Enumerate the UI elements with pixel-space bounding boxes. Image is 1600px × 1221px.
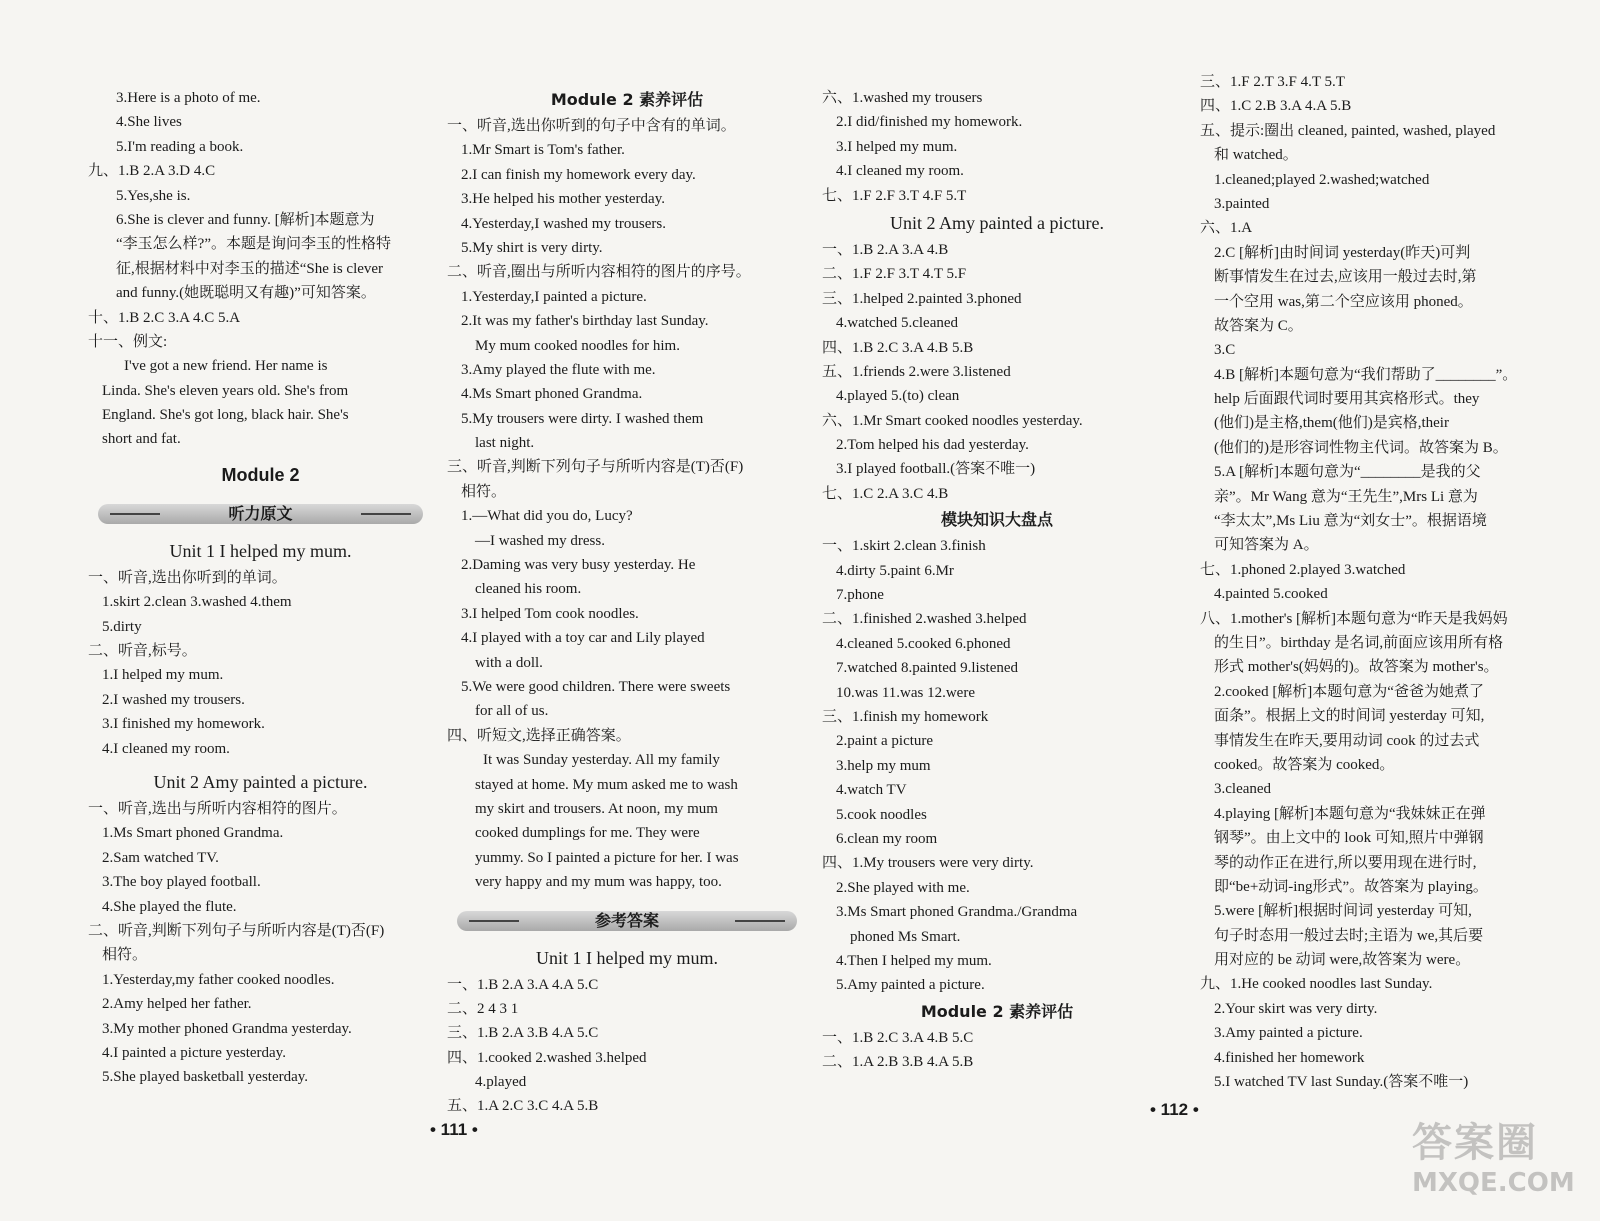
text-line: 4.cleaned 5.cooked 6.phoned bbox=[836, 635, 1011, 652]
text-line: 十、1.B 2.C 3.A 4.C 5.A bbox=[88, 309, 241, 326]
text-line: 2.I did/finished my homework. bbox=[836, 114, 1023, 131]
text-line: England. She's got long, black hair. She's bbox=[102, 407, 349, 424]
col1-unit1-lines bbox=[88, 566, 433, 761]
text-line: 5.I'm reading a book. bbox=[116, 138, 244, 155]
text-line: 2.Your skirt was very dirty. bbox=[1214, 1000, 1378, 1017]
text-line: 2.I can finish my homework every day. bbox=[461, 166, 696, 183]
text-line: 二、听音,判断下列句子与所听内容是(T)否(F) bbox=[88, 922, 385, 939]
col1-lines bbox=[88, 86, 433, 452]
text-line: 四、1.cooked 2.washed 3.helped bbox=[447, 1049, 647, 1066]
text-line: 一、1.B 2.A 3.A 4.A 5.C bbox=[447, 976, 599, 993]
text-line: 相符。 bbox=[461, 483, 507, 500]
text-line: It was Sunday yesterday. All my family bbox=[483, 752, 720, 769]
text-line: 七、1.C 2.A 3.C 4.B bbox=[822, 485, 949, 502]
assessment-heading: Module 2 素养评估 bbox=[550, 90, 704, 109]
text-line: 1.I helped my mum. bbox=[102, 667, 224, 684]
col4-lines bbox=[1200, 70, 1570, 1094]
text-line: 7.phone bbox=[836, 587, 884, 604]
text-line: 四、1.My trousers were very dirty. bbox=[822, 855, 1034, 872]
text-line: 五、1.A 2.C 3.C 4.A 5.B bbox=[447, 1098, 599, 1115]
text-line: 5.Amy painted a picture. bbox=[836, 977, 985, 994]
text-line: 4.I played with a toy car and Lily played bbox=[461, 630, 705, 647]
text-line: 3.I helped Tom cook noodles. bbox=[461, 605, 639, 622]
module-heading: Module 2 bbox=[221, 464, 300, 485]
text-line: 4.I painted a picture yesterday. bbox=[102, 1044, 286, 1061]
column-3 bbox=[822, 86, 1172, 1074]
text-line: 2.Amy helped her father. bbox=[102, 996, 252, 1013]
text-line: 5.We were good children. There were sweets bbox=[461, 678, 731, 695]
text-line: 5.My trousers were dirty. I washed them bbox=[461, 410, 704, 427]
text-line: 4.She lives bbox=[116, 114, 182, 131]
watermark-title: 答案圈 bbox=[1412, 1120, 1538, 1166]
text-line: 一、1.skirt 2.clean 3.finish bbox=[822, 538, 986, 555]
unit1-heading: Unit 1 I helped my mum. bbox=[169, 540, 352, 561]
text-line: 3.cleaned bbox=[1214, 781, 1272, 798]
text-line: 八、1.mother's [解析]本题句意为“昨天是我妈妈 bbox=[1200, 610, 1508, 627]
text-line: —I washed my dress. bbox=[475, 532, 605, 549]
text-line: 3.painted bbox=[1214, 195, 1270, 212]
text-line: Linda. She's eleven years old. She's from bbox=[102, 382, 349, 399]
text-line: 一、听音,选出你听到的句子中含有的单词。 bbox=[447, 118, 736, 134]
col2-answer-lines bbox=[447, 973, 807, 1119]
column-1 bbox=[88, 86, 433, 1090]
text-line: 六、1.A bbox=[1200, 220, 1253, 237]
text-line: 2.Tom helped his dad yesterday. bbox=[836, 437, 1029, 454]
text-line: 九、1.He cooked noodles last Sunday. bbox=[1200, 976, 1433, 993]
text-line: 二、2 4 3 1 bbox=[447, 1000, 519, 1017]
text-line: 一、1.B 2.C 3.A 4.B 5.C bbox=[822, 1029, 974, 1046]
text-line: cooked dumplings for me. They were bbox=[475, 825, 700, 842]
unit2-answers-heading: Unit 2 Amy painted a picture. bbox=[890, 212, 1104, 233]
text-line: 4.playing [解析]本题句意为“我妹妹正在弹 bbox=[1214, 805, 1486, 822]
text-line: 4.Ms Smart phoned Grandma. bbox=[461, 386, 643, 403]
page-number-right: • 112 • bbox=[1150, 1100, 1199, 1119]
text-line: 4.Yesterday,I washed my trousers. bbox=[461, 215, 666, 232]
text-line: “李玉怎么样?”。本题是询问李玉的性格特 bbox=[116, 236, 391, 253]
text-line: 二、听音,标号。 bbox=[88, 643, 197, 660]
text-line: 三、1.helped 2.painted 3.phoned bbox=[822, 290, 1022, 307]
text-line: 1.Mr Smart is Tom's father. bbox=[461, 142, 625, 159]
col3-assessment-lines bbox=[822, 1026, 1172, 1075]
col3-lines bbox=[822, 86, 1172, 208]
text-line: (他们)是主格,them(他们)是宾格,their bbox=[1214, 415, 1449, 432]
text-line: 3.help my mum bbox=[836, 757, 931, 774]
text-line: 4.painted 5.cooked bbox=[1214, 586, 1328, 603]
text-line: 3.Amy played the flute with me. bbox=[461, 361, 656, 378]
text-line: 十一、例文: bbox=[88, 333, 168, 350]
text-line: 四、1.B 2.C 3.A 4.B 5.B bbox=[822, 339, 974, 356]
text-line: 5.Yes,she is. bbox=[116, 187, 191, 204]
text-line: 断事情发生在过去,应该用一般过去时,第 bbox=[1214, 269, 1477, 286]
text-line: 七、1.F 2.F 3.T 4.F 5.T bbox=[822, 187, 967, 204]
text-line: 2.paint a picture bbox=[836, 733, 934, 750]
text-line: 10.was 11.was 12.were bbox=[836, 684, 975, 701]
text-line: 5.cook noodles bbox=[836, 806, 927, 823]
text-line: last night. bbox=[475, 435, 535, 452]
text-line: 3.I helped my mum. bbox=[836, 138, 958, 155]
text-line: yummy. So I painted a picture for her. I was bbox=[475, 849, 739, 866]
text-line: my skirt and trousers. At noon, my mum bbox=[475, 800, 718, 817]
text-line: 5.She played basketball yesterday. bbox=[102, 1069, 309, 1086]
text-line: 三、1.B 2.A 3.B 4.A 5.C bbox=[447, 1025, 599, 1042]
text-line: 即“be+动词-ing形式”。故答案为 playing。 bbox=[1214, 878, 1488, 895]
text-line: 1.—What did you do, Lucy? bbox=[461, 508, 633, 525]
text-line: 三、1.F 2.T 3.F 4.T 5.T bbox=[1200, 74, 1345, 90]
text-line: 3.Here is a photo of me. bbox=[116, 90, 261, 106]
col2-lines bbox=[447, 114, 807, 895]
banner-label: 参考答案 bbox=[594, 910, 659, 930]
text-line: 一、听音,选出你听到的单词。 bbox=[88, 569, 287, 586]
text-line: 事情发生在昨天,要用动词 cook 的过去式 bbox=[1214, 732, 1480, 749]
col3-unit2-lines bbox=[822, 238, 1172, 506]
text-line: 用对应的 be 动词 were,故答案为 were。 bbox=[1214, 952, 1471, 969]
page-number-left: • 111 • bbox=[430, 1120, 478, 1139]
text-line: 6.clean my room bbox=[836, 830, 938, 847]
text-line: I've got a new friend. Her name is bbox=[124, 358, 328, 375]
watermark-url: MXQE.COM bbox=[1412, 1168, 1575, 1198]
text-line: 7.watched 8.painted 9.listened bbox=[836, 660, 1019, 677]
text-line: cooked。故答案为 cooked。 bbox=[1214, 756, 1395, 773]
text-line: 5.My shirt is very dirty. bbox=[461, 239, 603, 256]
text-line: 相符。 bbox=[102, 947, 148, 964]
text-line: 3.My mother phoned Grandma yesterday. bbox=[102, 1020, 352, 1037]
text-line: 三、1.finish my homework bbox=[822, 708, 989, 725]
text-line: 一、听音,选出与所听内容相符的图片。 bbox=[88, 800, 347, 817]
text-line: and funny.(她既聪明又有趣)”可知答案。 bbox=[116, 285, 376, 302]
col3-knowledge-lines bbox=[822, 534, 1172, 997]
text-line: 4.I cleaned my room. bbox=[102, 740, 230, 757]
text-line: stayed at home. My mum asked me to wash bbox=[475, 776, 738, 793]
column-2 bbox=[447, 86, 807, 1119]
text-line: 九、1.B 2.A 3.D 4.C bbox=[88, 163, 216, 180]
text-line: 一、1.B 2.A 3.A 4.B bbox=[822, 241, 949, 258]
text-line: 2.I washed my trousers. bbox=[102, 691, 245, 708]
text-line: 4.Then I helped my mum. bbox=[836, 952, 992, 969]
watermark-logo bbox=[1412, 1111, 1575, 1203]
text-line: 4.played 5.(to) clean bbox=[836, 388, 960, 405]
text-line: 1.cleaned;played 2.washed;watched bbox=[1214, 171, 1430, 188]
text-line: 3.Ms Smart phoned Grandma./Grandma bbox=[836, 904, 1078, 921]
text-line: 和 watched。 bbox=[1214, 147, 1298, 164]
text-line: 1.Yesterday,my father cooked noodles. bbox=[102, 971, 335, 988]
text-line: 可知答案为 A。 bbox=[1214, 537, 1319, 554]
text-line: My mum cooked noodles for him. bbox=[475, 337, 680, 354]
text-line: 二、1.A 2.B 3.B 4.A 5.B bbox=[822, 1054, 974, 1071]
text-line: 四、1.C 2.B 3.A 4.A 5.B bbox=[1200, 98, 1352, 115]
text-line: 2.cooked [解析]本题句意为“爸爸为她煮了 bbox=[1214, 683, 1484, 700]
text-line: 2.Daming was very busy yesterday. He bbox=[461, 557, 696, 574]
text-line: “李太太”,Ms Liu 意为“刘女士”。根据语境 bbox=[1214, 513, 1487, 530]
text-line: 征,根据材料中对李玉的描述“She is clever bbox=[116, 260, 384, 277]
text-line: 五、1.friends 2.were 3.listened bbox=[822, 363, 1011, 380]
text-line: 4.played bbox=[475, 1074, 527, 1091]
text-line: 钢琴”。由上文中的 look 可知,照片中弹钢 bbox=[1214, 830, 1484, 847]
text-line: 4.B [解析]本题句意为“我们帮助了________”。 bbox=[1214, 366, 1518, 383]
text-line: 二、1.F 2.F 3.T 4.T 5.F bbox=[822, 266, 967, 283]
text-line: 六、1.washed my trousers bbox=[822, 90, 983, 106]
answers-banner bbox=[457, 903, 797, 939]
banner-label: 听力原文 bbox=[228, 503, 293, 523]
text-line: phoned Ms Smart. bbox=[850, 928, 961, 945]
text-line: 1.Ms Smart phoned Grandma. bbox=[102, 825, 284, 842]
knowledge-heading: 模块知识大盘点 bbox=[940, 510, 1053, 530]
text-line: 4.dirty 5.paint 6.Mr bbox=[836, 562, 954, 579]
text-line: 4.She played the flute. bbox=[102, 898, 237, 915]
text-line: 3.The boy played football. bbox=[102, 874, 261, 891]
text-line: 2.She played with me. bbox=[836, 879, 970, 896]
text-line: 2.It was my father's birthday last Sunday. bbox=[461, 313, 709, 330]
text-line: 六、1.Mr Smart cooked noodles yesterday. bbox=[822, 412, 1083, 429]
text-line: short and fat. bbox=[102, 431, 181, 448]
text-line: 故答案为 C。 bbox=[1214, 317, 1303, 334]
text-line: 七、1.phoned 2.played 3.watched bbox=[1200, 561, 1406, 578]
text-line: 的生日”。birthday 是名词,前面应该用所有格 bbox=[1214, 634, 1504, 651]
text-line: 四、听短文,选择正确答案。 bbox=[447, 727, 631, 744]
text-line: 3.He helped his mother yesterday. bbox=[461, 191, 665, 208]
column-4 bbox=[1200, 70, 1570, 1094]
text-line: 2.Sam watched TV. bbox=[102, 849, 219, 866]
text-line: 3.I played football.(答案不唯一) bbox=[836, 461, 1036, 478]
text-line: 6.She is clever and funny. [解析]本题意为 bbox=[116, 211, 375, 228]
text-line: 形式 mother's(妈妈的)。故答案为 mother's。 bbox=[1214, 659, 1499, 676]
text-line: 4.I cleaned my room. bbox=[836, 163, 964, 180]
assessment-answers-heading: Module 2 素养评估 bbox=[920, 1001, 1074, 1021]
text-line: 3.C bbox=[1214, 342, 1236, 359]
text-line: 一个空用 was,第二个空应该用 phoned。 bbox=[1214, 293, 1473, 310]
text-line: with a doll. bbox=[475, 654, 543, 671]
text-line: (他们的)是形容词性物主代词。故答案为 B。 bbox=[1214, 439, 1508, 456]
col1-unit2-lines bbox=[88, 797, 433, 1090]
text-line: very happy and my mum was happy, too. bbox=[475, 874, 722, 891]
text-line: 五、提示:圈出 cleaned, painted, washed, played bbox=[1200, 122, 1496, 139]
text-line: cleaned his room. bbox=[475, 581, 582, 598]
text-line: 3.Amy painted a picture. bbox=[1214, 1025, 1363, 1042]
text-line: 4.watch TV bbox=[836, 782, 907, 799]
unit1-answers-heading: Unit 1 I helped my mum. bbox=[536, 947, 718, 968]
text-line: 三、听音,判断下列句子与所听内容是(T)否(F) bbox=[447, 459, 744, 476]
text-line: 1.skirt 2.clean 3.washed 4.them bbox=[102, 594, 292, 611]
text-line: 面条”。根据上文的时间词 yesterday 可知, bbox=[1214, 708, 1485, 725]
text-line: 2.C [解析]由时间词 yesterday(昨天)可判 bbox=[1214, 244, 1471, 261]
text-line: 亲”。Mr Wang 意为“王先生”,Mrs Li 意为 bbox=[1214, 488, 1478, 505]
unit2-heading: Unit 2 Amy painted a picture. bbox=[153, 771, 368, 792]
text-line: 4.watched 5.cleaned bbox=[836, 315, 959, 332]
text-line: 二、1.finished 2.washed 3.helped bbox=[822, 611, 1027, 628]
text-line: 5.I watched TV last Sunday.(答案不唯一) bbox=[1214, 1074, 1469, 1091]
text-line: 5.A [解析]本题句意为“________是我的父 bbox=[1214, 464, 1481, 481]
text-line: 3.I finished my homework. bbox=[102, 716, 265, 733]
text-line: help 后面跟代词时要用其宾格形式。they bbox=[1214, 391, 1480, 408]
text-line: 二、听音,圈出与所听内容相符的图片的序号。 bbox=[447, 264, 751, 281]
text-line: for all of us. bbox=[475, 703, 549, 720]
text-line: 5.were [解析]根据时间词 yesterday 可知, bbox=[1214, 903, 1472, 920]
text-line: 琴的动作正在进行,所以要用现在进行时, bbox=[1214, 854, 1477, 871]
text-line: 4.finished her homework bbox=[1214, 1049, 1365, 1066]
text-line: 5.dirty bbox=[102, 618, 142, 635]
text-line: 1.Yesterday,I painted a picture. bbox=[461, 288, 647, 305]
listening-banner bbox=[98, 496, 423, 532]
text-line: 句子时态用一般过去时;主语为 we,其后要 bbox=[1214, 927, 1484, 944]
